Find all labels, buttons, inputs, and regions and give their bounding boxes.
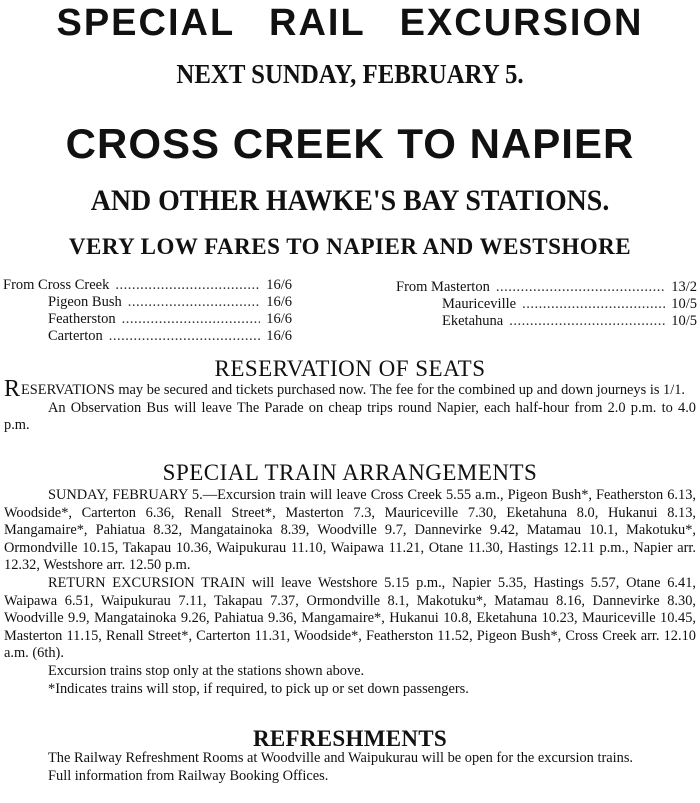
fare-row: [442, 312, 697, 330]
train-arrangements-text: [4, 487, 696, 698]
fare-station: Featherston: [48, 311, 116, 327]
reservation-heading: RESERVATION OF SEATS: [214, 356, 486, 381]
return-schedule-paragraph: RETURN EXCURSION TRAIN will leave Westshore 5.15 p.m., Napier 5.35, Hastings 5.57, Otane 6.41, Waipawa 6.51, Waipukurau 7.11, Takapau 7.37, Ormondville 8.1, Makotuku*, Matamau 8.16, Dannevirke 8.30, Woodville 9.9, Mangatainoka 9.26, Pahiatua 9.36, Mangamaire*, Hukanui 10.8, Eketahuna 10.23, Mauriceville 10.45, Masterton 11.15, Renall Street*, Carterton 11.31, Woodside*, Featherston 11.52, Pigeon Bush*, Cross Creek arr. 12.10 a.m. (6th).: [4, 574, 696, 662]
fare-price: 16/6: [266, 328, 292, 344]
subtitle: AND OTHER HAWKE'S BAY STATIONS.: [90, 184, 610, 217]
fare-station: Eketahuna: [442, 313, 504, 329]
reservation-text: [4, 376, 696, 435]
leader-dots: [109, 327, 260, 345]
route-title: CROSS CREEK TO NAPIER: [65, 120, 635, 167]
fare-station: Carterton: [48, 328, 103, 344]
stops-note-paragraph: Excursion trains stop only at the stations shown above.: [48, 662, 365, 679]
fare-station: From Masterton: [396, 279, 490, 295]
observation-bus-paragraph: An Observation Bus will leave The Parade on cheap trips round Napier, each half-hour from 2.0 p.m. to 4.0 p.m.: [4, 399, 696, 434]
fare-price: 16/6: [266, 277, 292, 293]
main-title: SPECIAL RAIL EXCURSION: [56, 2, 644, 44]
fare-price: 10/5: [671, 296, 697, 312]
fare-station: Mauriceville: [442, 296, 517, 312]
fare-price: 13/2: [671, 279, 697, 295]
fare-station: From Cross Creek: [3, 277, 110, 293]
fare-row: [48, 293, 292, 311]
fares-heading: VERY LOW FARES TO NAPIER AND WESTSHORE: [68, 234, 632, 259]
fare-price: 10/5: [671, 313, 697, 329]
fare-row: [48, 310, 292, 328]
leader-dots: [509, 312, 665, 330]
drop-cap: R: [4, 376, 21, 402]
booking-info-paragraph: Full information from Railway Booking Offices.: [48, 767, 329, 784]
fare-row: [3, 276, 292, 294]
reservation-paragraph-text: ESERVATIONS may be secured and tickets purchased now. The fee for the combined up and down journeys is 1/1.: [21, 382, 686, 398]
fare-price: 16/6: [266, 294, 292, 310]
fare-row: [442, 295, 697, 313]
fare-row: [48, 327, 292, 345]
fare-row: [396, 278, 697, 296]
fare-station: Pigeon Bush: [48, 294, 122, 310]
excursion-date: NEXT SUNDAY, FEBRUARY 5.: [176, 59, 524, 89]
refreshments-heading: REFRESHMENTS: [252, 726, 448, 751]
leader-dots: [496, 278, 665, 296]
asterisk-note-paragraph: *Indicates trains will stop, if required, to pick up or set down passengers.: [48, 680, 469, 697]
fare-price: 16/6: [266, 311, 292, 327]
leader-dots: [115, 276, 260, 294]
leader-dots: [122, 310, 261, 328]
leader-dots: [522, 295, 665, 313]
refreshments-paragraph: The Railway Refreshment Rooms at Woodville and Waipukurau will be open for the excursion trains.: [48, 750, 634, 766]
leader-dots: [128, 293, 261, 311]
outbound-schedule-paragraph: SUNDAY, FEBRUARY 5.—Excursion train will leave Cross Creek 5.55 a.m., Pigeon Bush*, Featherston 6.13, Woodside*, Carterton 6.36, Renall Street*, Masterton 7.3, Mauriceville 7.30, Eketahuna 8.0, Hukanui 8.13, Mangamaire*, Pahiatua 8.32, Mangatainoka 8.39, Woodville 9.7, Dannevirke 9.42, Matamau 10.1, Makotuku*, Ormondville 10.15, Takapau 10.36, Waipukurau 11.10, Waipawa 11.21, Otane 11.30, Hastings 12.11 p.m., Napier arr. 12.32, Westshore arr. 12.50 p.m.: [4, 487, 696, 574]
reservation-paragraph: [4, 376, 696, 402]
train-arrangements-heading: SPECIAL TRAIN ARRANGEMENTS: [162, 460, 538, 485]
refreshments-text: [4, 750, 696, 785]
